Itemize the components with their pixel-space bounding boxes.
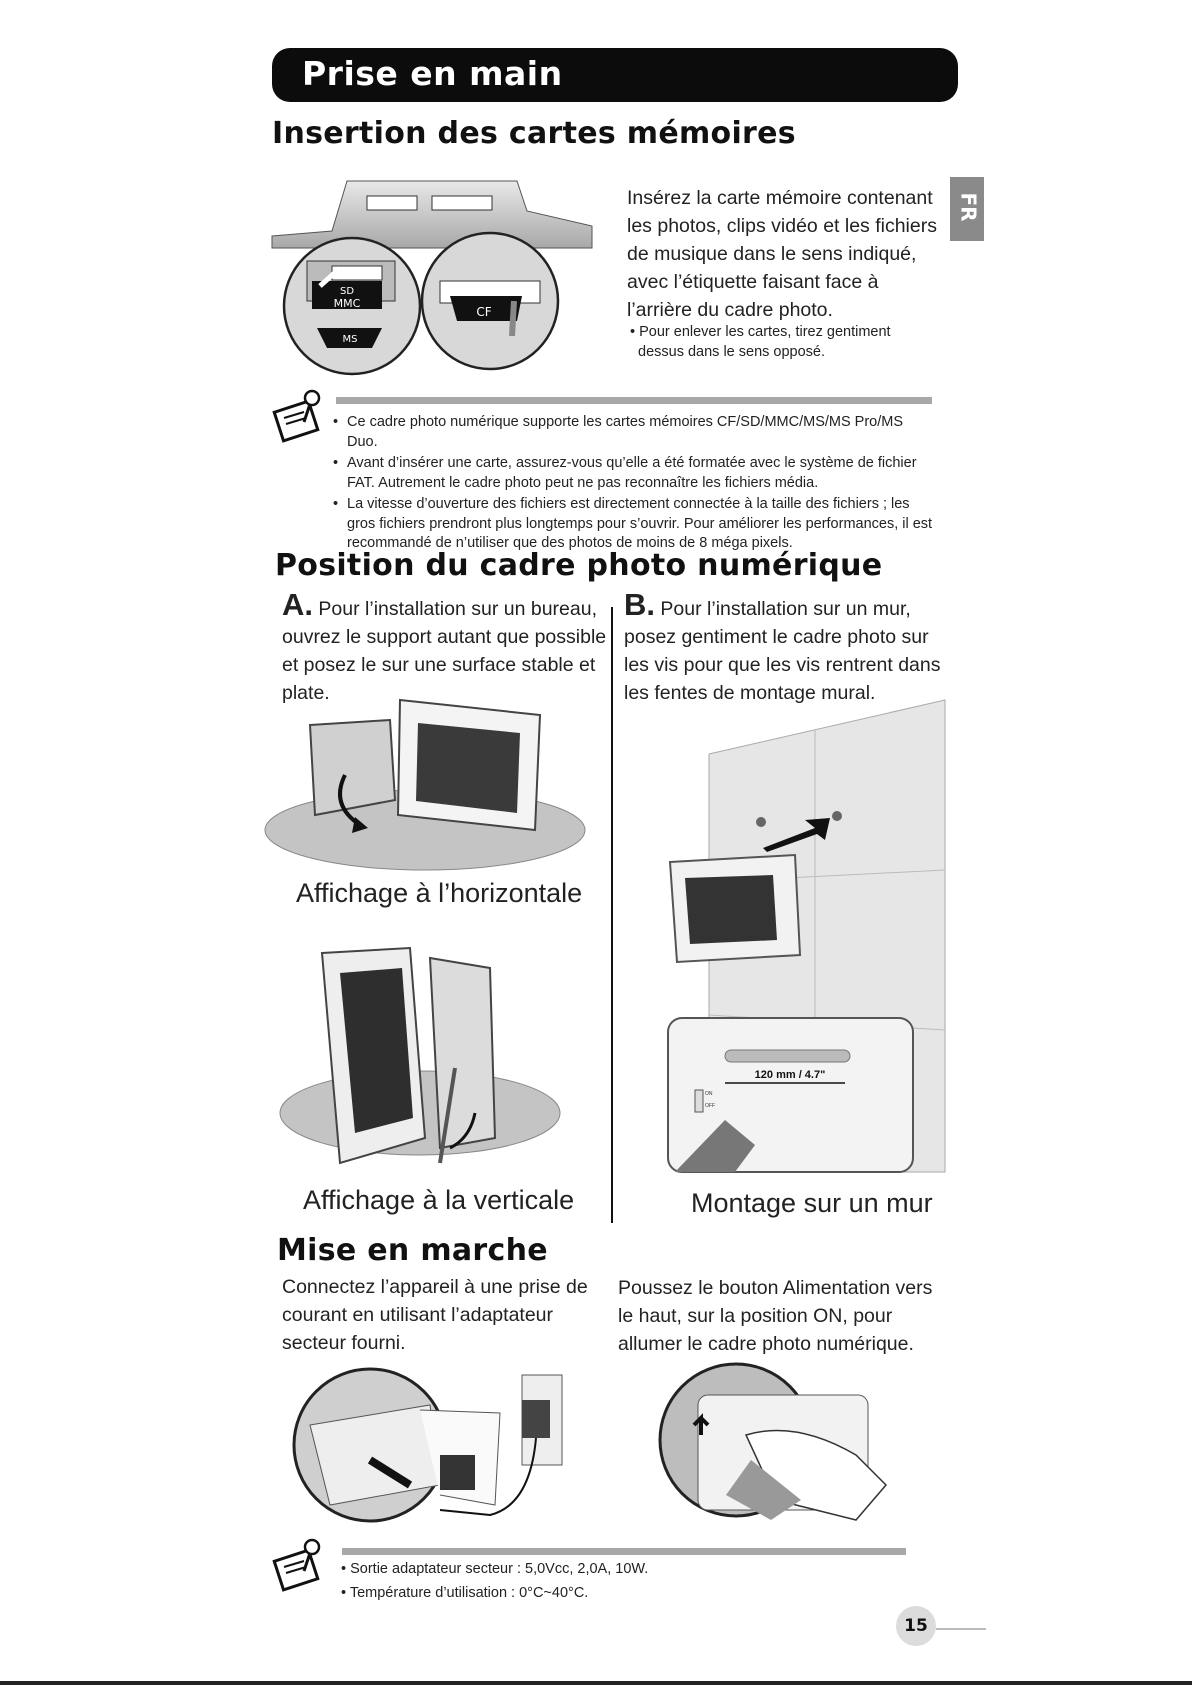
heading-memory-card-insertion: Insertion des cartes mémoires xyxy=(272,116,796,151)
option-b-text: Pour l’installation sur un mur, posez gentiment le cadre photo sur les vis pour que les vis rentrent dans les fentes de montage mural. xyxy=(624,598,941,704)
language-tab xyxy=(950,177,984,241)
power-button-instructions: Poussez le bouton Alimentation vers le haut, sur la position ON, pour allumer le cadre photo numérique. xyxy=(618,1277,933,1355)
vertical-frame-illustration xyxy=(280,948,570,1178)
note-icon xyxy=(274,388,326,444)
caption-vertical: Affichage à la verticale xyxy=(303,1185,575,1215)
wall-mount-illustration xyxy=(665,700,947,1172)
language-tab-label: FR xyxy=(956,192,981,222)
cf-label: CF xyxy=(476,305,492,319)
page-number-rule xyxy=(936,1628,986,1630)
power-button-illustration xyxy=(656,1360,896,1535)
memory-card-notes xyxy=(333,413,933,556)
page-number: 15 xyxy=(896,1606,936,1646)
note-divider xyxy=(342,1548,906,1555)
page-title: Prise en main xyxy=(302,54,563,93)
option-a-text: Pour l’installation sur un bureau, ouvrez le support autant que possible et posez le sur une surface stable et plate. xyxy=(282,598,607,704)
desk-installation-text xyxy=(282,587,607,707)
power-notes xyxy=(341,1560,901,1603)
note-item: • Ce cadre photo numérique supporte les cartes mémoires CF/SD/MMC/MS/MS Pro/MS Duo. xyxy=(333,413,933,452)
caption-wall: Montage sur un mur xyxy=(691,1188,933,1218)
ms-label: MS xyxy=(342,334,358,345)
heading-frame-position: Position du cadre photo numérique xyxy=(275,548,883,583)
power-adapter-illustration xyxy=(290,1365,570,1525)
column-divider xyxy=(611,607,613,1223)
note-divider xyxy=(336,397,932,404)
switch-on-label: ON xyxy=(705,1091,713,1097)
switch-off-label: OFF xyxy=(705,1103,715,1109)
horizontal-frame-illustration xyxy=(260,695,590,875)
note-icon xyxy=(274,1537,326,1593)
note-item: • La vitesse d’ouverture des fichiers est directement connectée à la taille des fichiers ; les gros fichiers prendront plus longtemps pour s’ouvrir. Pour améliorer les performances, il est recommandé de n’utiliser que des photos de moins de 8 méga pixels. xyxy=(333,495,933,554)
note-item: • Sortie adaptateur secteur : 5,0Vcc, 2,0A, 10W. xyxy=(341,1561,649,1577)
caption-horizontal: Affichage à l’horizontale xyxy=(296,878,583,908)
section-banner xyxy=(272,48,958,102)
page-bottom-edge xyxy=(0,1681,1192,1685)
sd-label: SD xyxy=(339,286,355,297)
wall-installation-text xyxy=(624,587,949,707)
memory-card-instructions: Insérez la carte mémoire contenant les photos, clips vidéo et les fichiers de musique dans le sens indiqué, avec l’étiquette faisant face à l’arrière du cadre photo. xyxy=(627,187,937,321)
option-b-letter: B. xyxy=(624,587,655,622)
note-item: • Avant d’insérer une carte, assurez-vous qu’elle a été formatée avec le système de fichier FAT. Autrement le cadre photo peut ne pas reconnaître les fichiers média. xyxy=(333,454,933,493)
note-item: • Température d’utilisation : 0°C~40°C. xyxy=(341,1584,589,1601)
mmc-label: MMC xyxy=(333,297,361,310)
power-adapter-instructions: Connectez l’appareil à une prise de courant en utilisant l’adaptateur secteur fourni. xyxy=(282,1276,588,1354)
card-removal-note: • Pour enlever les cartes, tirez gentiment dessus dans le sens opposé. xyxy=(630,324,891,360)
option-a-letter: A. xyxy=(282,587,313,622)
card-slot-illustration xyxy=(272,176,602,376)
heading-power-on: Mise en marche xyxy=(277,1233,548,1268)
wall-measure-label: 120 mm / 4.7" xyxy=(754,1069,826,1081)
